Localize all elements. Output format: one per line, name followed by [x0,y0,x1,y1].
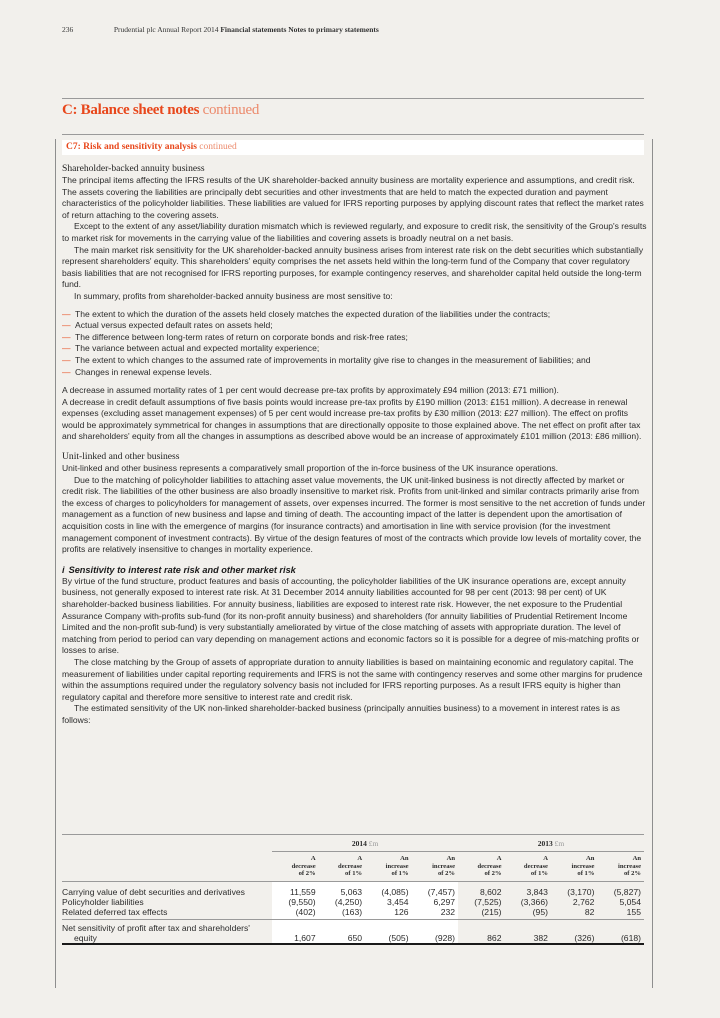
section-top-rule [62,98,644,99]
note-top-rule [62,134,644,135]
annuity-paragraph: The main market risk sensitivity for the UK shareholder-backed annuity business arises from interest rate risk on the debt securities which substantially represent shareholders' equity. This shareholders' equity comprises the net assets held within the long-term fund of the Company that cover regulatory basis liabilities that are not recognised for IFRS reporting purposes, for example contingency reserves, and shareholder capital held outside the long-term fund. [62,244,644,290]
column-header: An increase of 2% [412,852,458,882]
section-title [62,102,259,119]
year-2013-header: 2013 £m [458,835,644,852]
column-header: A decrease of 1% [505,852,551,882]
note-title-suffix: continued [199,142,237,152]
net-sensitivity-row: Net sensitivity of profit after tax and shareholders' equity 1,607 650 (505) (928) 862 382 (326) (618) [62,919,644,944]
column-header: An increase of 1% [551,852,597,882]
list-item: — The variance between actual and expected mortality experience; [62,343,320,354]
interest-rate-paragraph: The estimated sensitivity of the UK non-linked shareholder-backed business (principally annuities business) to a movement in interest rates is as follows: [62,703,620,725]
annuity-paragraph: In summary, profits from shareholder-backed annuity business are most sensitive to: [74,290,393,301]
section-title-suffix: continued [202,102,260,118]
interest-rate-heading: i Sensitivity to interest rate risk and other market risk [62,564,296,575]
dash-bullet-icon: — [62,320,71,331]
year-2014-header: 2014 £m [272,835,458,852]
frame-left-border-lower [55,192,56,988]
column-header: A decrease of 1% [319,852,365,882]
dash-bullet-icon: — [62,331,71,342]
column-header-row [62,852,644,882]
interest-rate-paragraph: By virtue of the fund structure, product features and basis of accounting, the policyholder liabilities of the UK insurance operations are, except annuity business, not generally exposed to interest rate risk. At 31 December 2014 annuity liabilities accounted for 98 per cent (2013: 98 per cent) of UK shareholder-backed business liabilities. For annuity business, liabilities are exposed to interest rate risk. However, the net exposure to the Prudential Assurance Company with-profits sub-fund (for its non-profit annuity business) and shareholders (for annuity liabilities of Prudential Retirement Income Limited and the non-profit sub-fund) is very substantially ameliorated by virtue of the close matching of assets with appropriate duration. The level of matching from period to period can vary depending on management actions and economic factors so it is possible for a degree of mis-matching profits or losses to arise. [62,575,640,656]
frame-right-border [652,139,653,988]
info-icon: i [62,564,65,575]
column-header: A decrease of 2% [272,852,318,882]
list-item: — The difference between long-term rates of return on corporate bonds and risk-free rates; [62,331,408,342]
table-row: Carrying value of debt securities and derivatives 11,559 5,063 (4,085) (7,457) 8,602 3,843 (3,170) (5,827) [62,881,644,897]
section-title-main: C: Balance sheet notes [62,102,200,118]
annuity-heading: Shareholder-backed annuity business [62,163,205,174]
column-header: A decrease of 2% [458,852,504,882]
dash-bullet-icon: — [62,343,71,354]
sensitivity-list [62,309,647,379]
table-row: Related deferred tax effects (402) (163) 126 232 (215) (95) 82 155 [62,907,644,920]
list-item: — Actual versus expected default rates on assets held; [62,320,273,331]
note-title [62,140,644,155]
unit-linked-paragraph: Unit-linked and other business represents a comparatively small proportion of the in-force business of the UK insurance operations. [62,463,558,474]
publication-name: Prudential plc Annual Report 2014 [113,25,219,34]
year-header-row [62,835,644,852]
mortality-sensitivity-paragraph: A decrease in assumed mortality rates of 1 per cent would decrease pre-tax profits by approximately £94 million (2013: £71 million). [62,385,559,396]
column-header: An increase of 2% [597,852,644,882]
column-header: An increase of 1% [365,852,411,882]
page-number: 236 [62,25,74,34]
list-item: — The extent to which changes to the assumed rate of improvements in mortality give rise to changes in the measurement of liabilities; and [62,354,591,365]
list-item: — The extent to which the duration of the assets held closely matches the expected duration of the liabilities under the contracts; [62,308,551,319]
running-head-section: Financial statements [220,25,287,34]
note-body [62,163,647,727]
running-head [62,25,379,34]
dash-bullet-icon: — [62,366,71,377]
table-row: Policyholder liabilities (9,550) (4,250) 3,454 6,297 (7,525) (3,366) 2,762 5,054 [62,896,641,907]
interest-rate-paragraph: The close matching by the Group of assets of appropriate duration to annuity liabilities is based on maintaining economic and regulatory capital. The measurement of liabilities under capital reporting requirements and IFRS is not the same with contingency reserves and some other margins for prudence within the assumptions required under the regulatory solvency basis not included for IFRS reporting purposes. As a result IFRS equity is higher than regulatory capital and therefore more sensitive to interest rate and credit risk. [62,656,643,702]
dash-bullet-icon: — [62,308,71,319]
interest-rate-sensitivity-table [62,834,644,945]
frame-left-border [55,139,56,194]
annuity-paragraph: Except to the extent of any asset/liability duration mismatch which is reviewed regularly, and exposure to credit risk, the sensitivity of the Group's results to market risk for movements in the carrying value of the liabilities and covering assets is broadly neutral on a net basis. [62,221,647,243]
dash-bullet-icon: — [62,354,71,365]
unit-linked-heading: Unit-linked and other business [62,451,180,463]
credit-sensitivity-paragraph: A decrease in credit default assumptions of five basis points would increase pre-tax profits by £190 million (2013: £151 million). A decrease in renewal expenses (excluding asset management expenses) of 5 per cent would increase pre-tax profits by £30 million (2013: £27 million). The effect on profits would be approximately symmetrical for changes in assumptions that are directionally opposite to those explained above. The net effect on profit after tax and shareholders' equity from all the changes in assumptions as described above would be an increase of approximately £101 million (2013: £86 million). [62,396,642,442]
note-title-main: C7: Risk and sensitivity analysis [66,142,197,152]
unit-linked-paragraph: Due to the matching of policyholder liabilities to attaching asset value movements, the UK unit-linked business is not directly affected by market or credit risk. The liabilities of the other business are also broadly insensitive to market risk. Profits from unit-linked and similar contracts primarily arise from the excess of charges to policyholders for management of assets, over expenses incurred. The former is most sensitive to the net accretion of funds under management as a function of new business and lapse and timing of death. The accounting impact of the latter is dependent upon the amortisation of acquisition costs in line with the emergence of margins (for insurance contracts) and amortisation in line with service provision (for the investment management component of investment contracts). By virtue of the design features of most of the contracts which provide low levels of mortality cover, the profits are relatively insensitive to changes in mortality experience. [62,474,646,555]
list-item: — Changes in renewal expense levels. [62,366,212,377]
running-head-subsection: Notes to primary statements [288,25,379,34]
annuity-paragraph: The principal items affecting the IFRS results of the UK shareholder-backed annuity business are mortality experience and assumptions, and credit risk. The assets covering the liabilities are principally debt securities and other investments that are held to match the expected duration and payment characteristics of the policyholder liabilities. These liabilities are valued for IFRS reporting purposes by applying discount rates that reflect the market rates of return attaching to the covering assets. [62,175,644,220]
